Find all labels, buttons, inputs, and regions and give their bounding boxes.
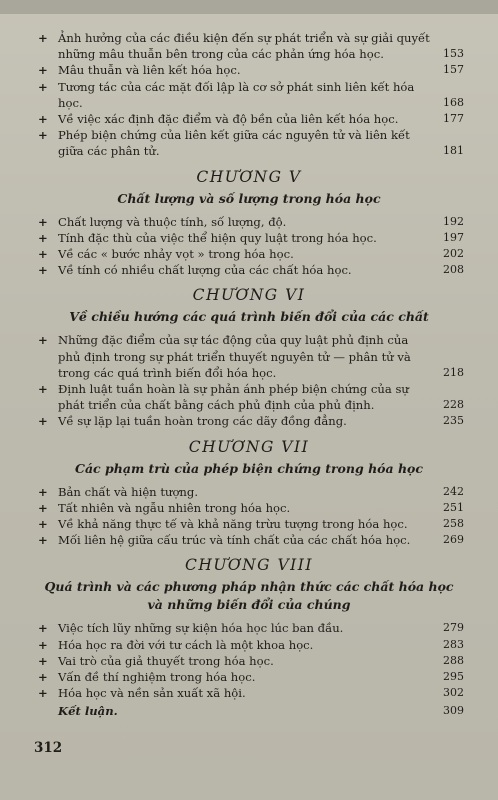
entry-title: Vấn đề thí nghiệm trong hóa học. — [58, 670, 256, 685]
bullet-marker: + — [38, 263, 48, 278]
entry-title: Bản chất và hiện tượng. — [58, 484, 199, 499]
chapter-subtitle: Quá trình và các phương pháp nhận thức các chất hóa học và những biến đổi của chúng — [44, 579, 454, 613]
toc-entry — [38, 62, 464, 78]
entry-page-number: 208 — [443, 263, 464, 277]
entry-title: Về tính có nhiều chất lượng của các chất hóa học. — [58, 263, 352, 278]
conclusion-page-number: 309 — [443, 704, 464, 718]
entry-page-number: 177 — [443, 112, 464, 126]
toc-entry — [38, 332, 464, 381]
toc-entry — [38, 230, 464, 246]
page-number: 312 — [34, 740, 63, 756]
entry-page-number: 157 — [443, 63, 464, 77]
toc-entry — [38, 30, 464, 62]
toc-chapter-6 — [0, 286, 498, 429]
bullet-marker: + — [38, 333, 48, 348]
chapter-subtitle: Các phạm trù của phép biện chứng trong hóa học — [75, 460, 423, 476]
page-top-edge — [0, 0, 498, 14]
bullet-marker: + — [38, 247, 48, 262]
bullet-marker: + — [38, 414, 48, 429]
entry-title: Về việc xác định đặc điểm và độ bền của liên kết hóa học. — [58, 112, 399, 127]
entry-page-number: 181 — [443, 144, 464, 158]
entry-title: Về các « bước nhảy vọt » trong hóa học. — [58, 247, 294, 262]
entry-page-number: 235 — [443, 414, 464, 428]
toc-entry — [38, 413, 464, 429]
bullet-marker: + — [38, 128, 48, 143]
toc-entry — [38, 127, 464, 159]
table-of-contents — [0, 20, 498, 720]
toc-entry — [38, 500, 464, 516]
entry-title: Việc tích lũy những sự kiện hóa học lúc ban đầu. — [58, 621, 344, 636]
chapter-subtitle: Chất lượng và số lượng trong hóa học — [117, 190, 381, 206]
toc-section-top — [0, 30, 498, 160]
chapter-subtitle: Về chiều hướng các quá trình biến đổi của các chất — [69, 309, 429, 325]
entry-page-number: 302 — [443, 686, 464, 700]
entry-page-number: 192 — [443, 214, 464, 228]
toc-entry — [38, 111, 464, 127]
entry-page-number: 258 — [443, 517, 464, 531]
entry-title: Về sự lặp lại tuần hoàn trong các dãy đồng đẳng. — [58, 414, 347, 429]
entry-page-number: 269 — [443, 533, 464, 547]
entry-title: Chất lượng và thuộc tính, số lượng, độ. — [58, 214, 287, 229]
entry-title: Mâu thuẫn và liên kết hóa học. — [58, 63, 241, 78]
toc-entry — [38, 685, 464, 701]
toc-chapter-8 — [0, 556, 498, 701]
entry-title: Tất nhiên và ngẫu nhiên trong hóa học. — [58, 500, 291, 515]
bullet-marker: + — [38, 63, 48, 78]
entry-title: Mối liên hệ giữa cấu trúc và tính chất của các chất hóa học. — [58, 533, 411, 548]
entry-page-number: 242 — [443, 484, 464, 498]
toc-entry — [38, 637, 464, 653]
entry-title: Hóa học và nền sản xuất xã hội. — [58, 686, 246, 701]
toc-entry — [38, 246, 464, 262]
entry-page-number: 168 — [443, 95, 464, 109]
toc-entry — [38, 516, 464, 532]
bullet-marker: + — [38, 686, 48, 701]
bullet-marker: + — [38, 112, 48, 127]
entry-title: Tính đặc thù của việc thể hiện quy luật trong hóa học. — [58, 230, 377, 245]
chapter-heading: CHƯƠNG VIII — [184, 556, 314, 575]
bullet-marker: + — [38, 500, 48, 515]
bullet-marker: + — [38, 79, 48, 94]
toc-entry — [38, 620, 464, 636]
toc-chapter-5 — [0, 168, 498, 279]
toc-entry — [38, 262, 464, 278]
toc-conclusion — [58, 703, 464, 719]
entry-page-number: 279 — [443, 621, 464, 635]
entry-page-number: 202 — [443, 247, 464, 261]
entry-title: Hóa học ra đời với tư cách là một khoa học. — [58, 637, 314, 652]
entry-page-number: 288 — [443, 653, 464, 667]
bullet-marker: + — [38, 214, 48, 229]
entry-title: Phép biện chứng của liên kết giữa các nguyên tử và liên kết giữa các phân tử. — [58, 128, 410, 159]
entry-page-number: 251 — [443, 500, 464, 514]
entry-title: Tương tác của các mặt đối lập là cơ sở phát sinh liên kết hóa học. — [58, 79, 415, 110]
bullet-marker: + — [38, 382, 48, 397]
bullet-marker: + — [38, 670, 48, 685]
bullet-marker: + — [38, 533, 48, 548]
bullet-marker: + — [38, 637, 48, 652]
conclusion-title: Kết luận. — [58, 704, 118, 719]
toc-entry — [38, 214, 464, 230]
entry-page-number: 295 — [443, 670, 464, 684]
bullet-marker: + — [38, 230, 48, 245]
toc-entry — [38, 653, 464, 669]
toc-chapter-7 — [0, 438, 498, 549]
bullet-marker: + — [38, 31, 48, 45]
entry-page-number: 228 — [443, 398, 464, 412]
toc-entry — [38, 532, 464, 548]
entry-page-number: 197 — [443, 230, 464, 244]
chapter-heading: CHƯƠNG V — [196, 167, 302, 186]
toc-entry — [38, 484, 464, 500]
bullet-marker: + — [38, 653, 48, 668]
toc-entry — [38, 669, 464, 685]
chapter-heading: CHƯƠNG VII — [188, 437, 310, 456]
bullet-marker: + — [38, 484, 48, 499]
entry-page-number: 153 — [443, 47, 464, 61]
entry-title: Những đặc điểm của sự tác động của quy luật phủ định của phủ định trong sự phát triển thuyết nguyên tử — phân tử và trong các quá trình biến đổi hóa học. — [58, 333, 411, 380]
entry-page-number: 283 — [443, 637, 464, 651]
chapter-heading: CHƯƠNG VI — [192, 286, 306, 305]
entry-title: Ảnh hưởng của các điều kiện đến sự phát triển và sự giải quyết những mâu thuẫn bên trong của các phản ứng hóa học. — [58, 31, 430, 62]
entry-title: Định luật tuần hoàn là sự phản ánh phép biện chứng của sự phát triển của chất bằng cách phủ định của phủ định. — [58, 382, 409, 413]
entry-page-number: 218 — [443, 365, 464, 379]
bullet-marker: + — [38, 621, 48, 636]
entry-title: Về khả năng thực tế và khả năng trừu tượng trong hóa học. — [58, 517, 408, 532]
bullet-marker: + — [38, 517, 48, 532]
entry-title: Vai trò của giả thuyết trong hóa học. — [58, 653, 274, 668]
toc-entry — [38, 79, 464, 111]
toc-entry — [38, 381, 464, 413]
